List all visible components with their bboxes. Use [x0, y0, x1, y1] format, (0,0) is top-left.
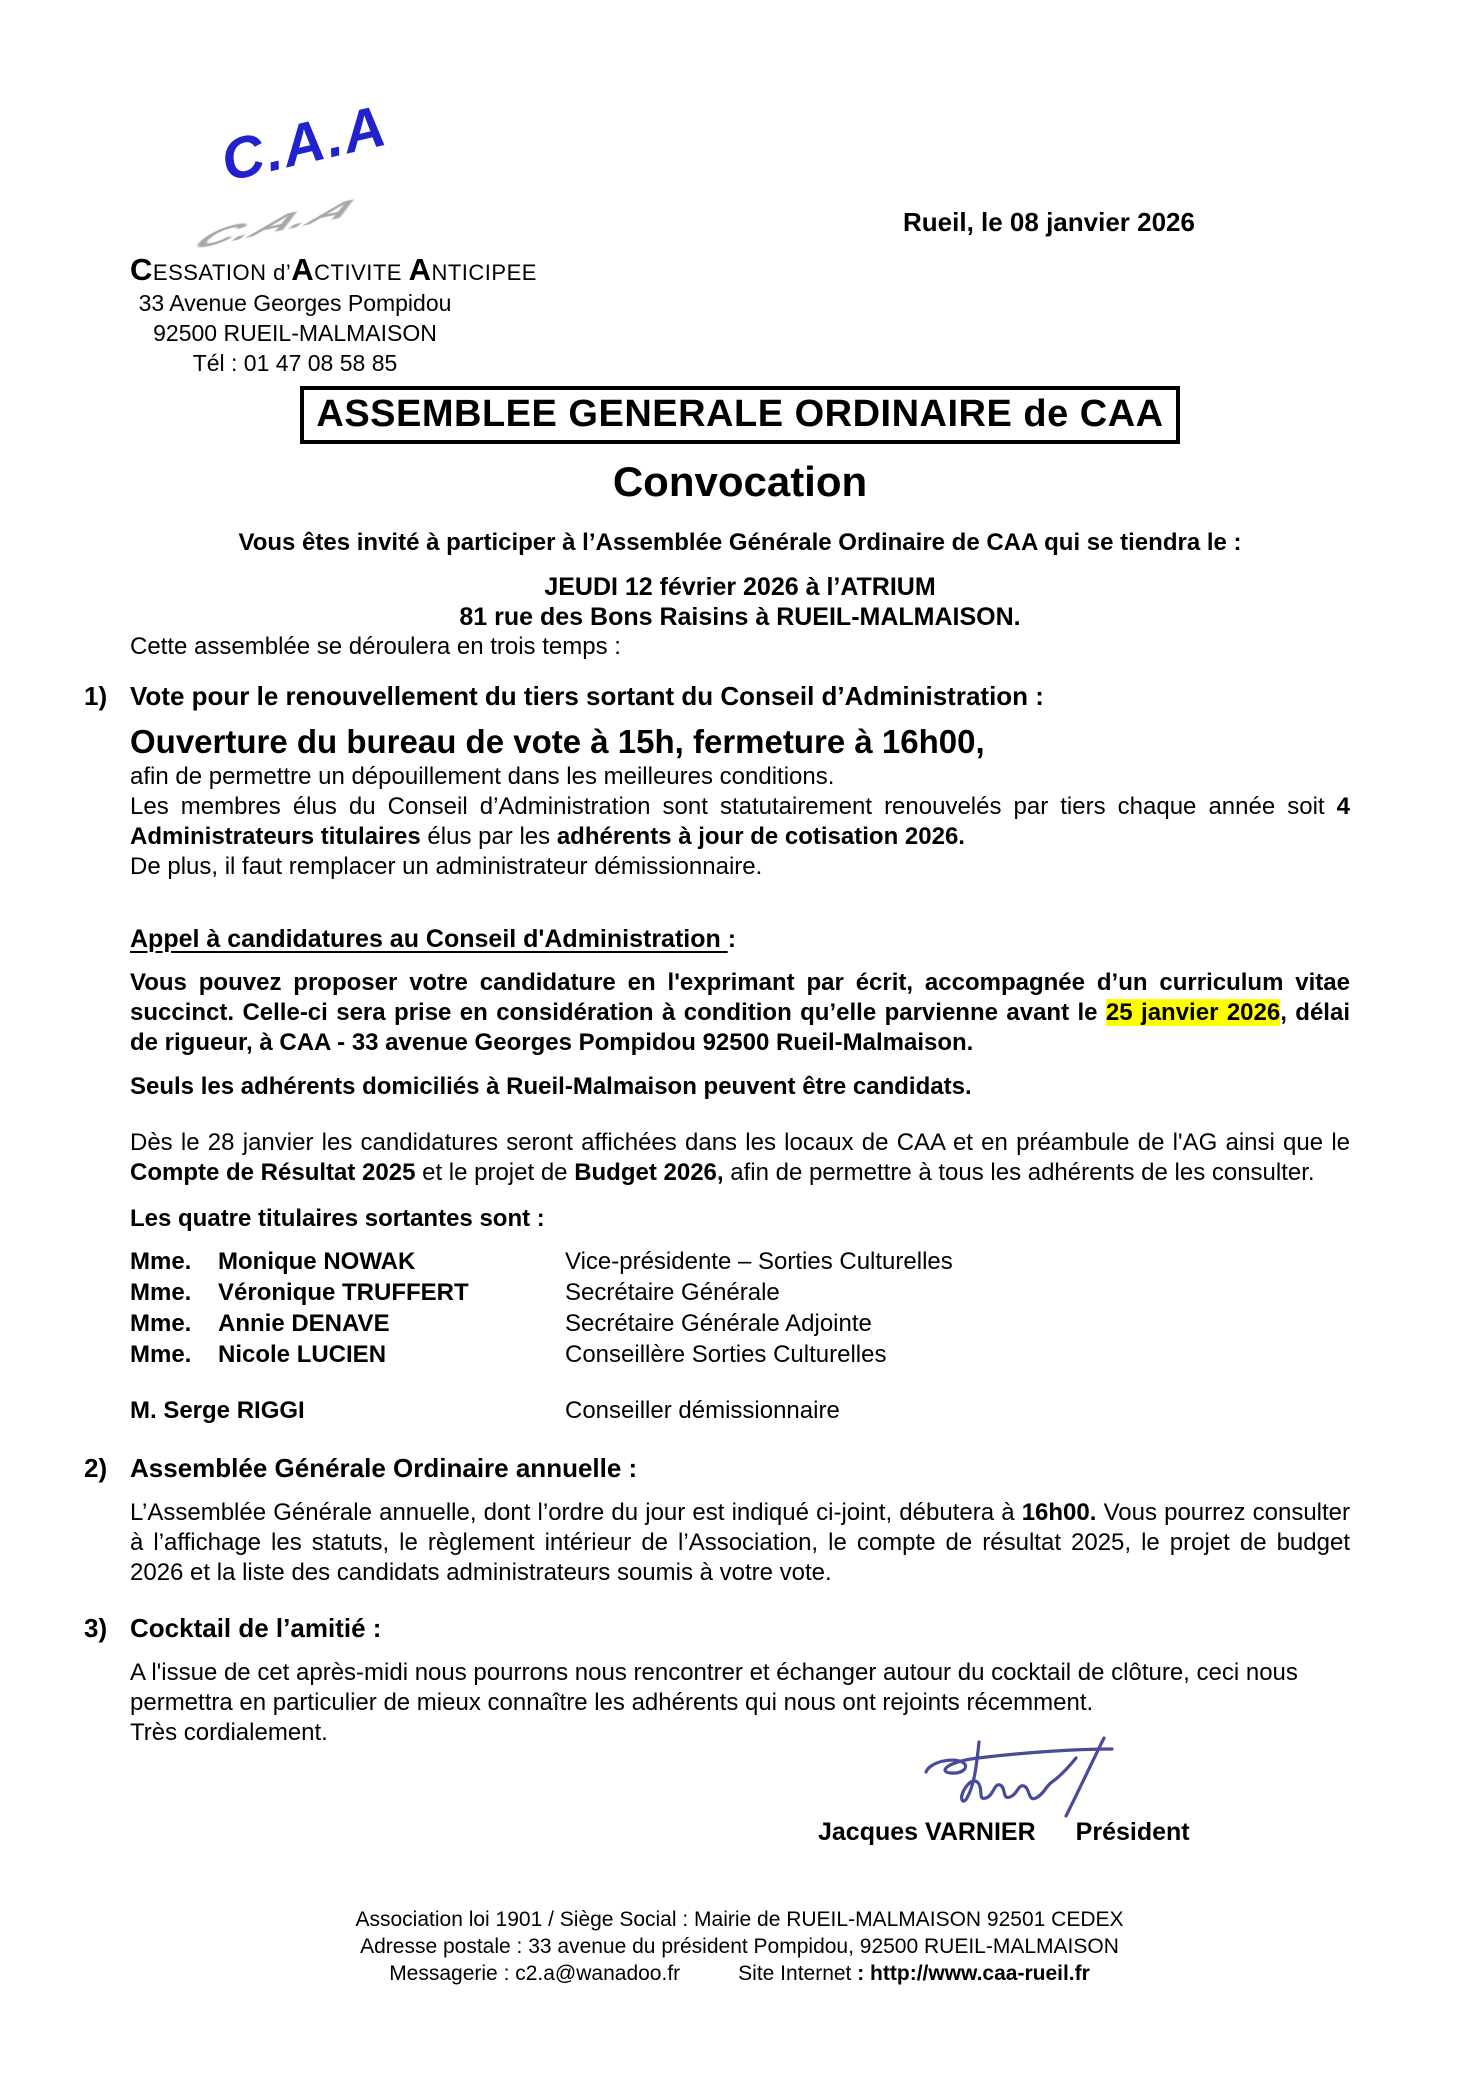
invite-line: Vous êtes invité à participer à l’Assemblée Générale Ordinaire de CAA qui se tiendra le :	[238, 529, 1242, 556]
footer-line2: Adresse postale : 33 avenue du président Pompidou, 92500 RUEIL-MALMAISON	[360, 1935, 1119, 1958]
candidature-text-2: , délai de rigueur, à CAA - 33 avenue Georges Pompidou 92500 Rueil-Malmaison.	[130, 999, 1350, 1056]
member-name: Monique NOWAK	[218, 1248, 416, 1275]
posting-bold-1: Compte de Résultat 2025	[130, 1159, 416, 1186]
section1-heading	[84, 680, 1350, 712]
renewal-bold-2: adhérents à jour de cotisation 2026.	[556, 823, 965, 850]
letter-date: Rueil, le 08 janvier 2026	[903, 207, 1195, 237]
org-name	[130, 252, 537, 288]
signature-name-line	[818, 1818, 1190, 1847]
letter-body	[84, 386, 1351, 1748]
section1-number: 1)	[84, 681, 108, 711]
member-name: Véronique TRUFFERT	[218, 1279, 469, 1306]
afin-line: afin de permettre un dépouillement dans les meilleures conditions.	[130, 763, 835, 790]
outgoing-members-list	[130, 1246, 1350, 1370]
caa-logo	[182, 92, 450, 257]
renewal-bold-1: 4 Administrateurs titulaires	[130, 793, 1350, 850]
cocktail-paragraph: A l'issue de cet après-midi nous pourrons nous rencontrer et échanger autour du cocktail de clôture, ceci nous permettra en particulier de mieux connaître les adhérents qui nous ont rejoints récemment.	[130, 1659, 1298, 1716]
footer-website-label: Site Internet	[738, 1962, 858, 1985]
section2-number: 2)	[84, 1453, 108, 1483]
member-row	[130, 1308, 1350, 1339]
posting-text-3: afin de permettre à tous les adhérents de les consulter.	[723, 1159, 1315, 1186]
renewal-paragraph	[130, 792, 1350, 852]
section3-number: 3)	[84, 1613, 108, 1643]
footer-website	[738, 1960, 1090, 1987]
resigning-member-name: M. Serge RIGGI	[130, 1397, 305, 1424]
member-prefix: Mme.	[130, 1248, 192, 1275]
president-title: Président	[1075, 1818, 1190, 1846]
member-row	[130, 1277, 1350, 1308]
section1-heading-text: Vote pour le renouvellement du tiers sortant du Conseil d’Administration :	[130, 681, 1044, 711]
page-title: Convocation	[612, 458, 868, 505]
de-plus-line: De plus, il faut remplacer un administrateur démissionnaire.	[130, 853, 763, 880]
call-heading-colon: :	[727, 925, 737, 953]
member-role: Secrétaire Générale Adjointe	[565, 1310, 872, 1337]
deadline-highlight: 25 janvier 2026	[1105, 999, 1281, 1026]
section2-heading-text: Assemblée Générale Ordinaire annuelle :	[130, 1453, 638, 1483]
member-role: Secrétaire Générale	[565, 1279, 780, 1306]
section3-heading	[84, 1612, 1350, 1644]
letter-footer	[0, 1906, 1479, 1987]
closing-line: Très cordialement.	[130, 1719, 328, 1746]
member-prefix: Mme.	[130, 1310, 192, 1337]
vote-hours-line: Ouverture du bureau de vote à 15h, fermeture à 16h00,	[130, 723, 985, 760]
ag-text-1: L’Assemblée Générale annuelle, dont l’ordre du jour est indiqué ci-joint, débutera à	[130, 1499, 1022, 1526]
resigning-member-row	[130, 1396, 1350, 1426]
ag-paragraph	[130, 1498, 1350, 1588]
ag-text-2: Vous pourrez consulter à l’affichage les statuts, le règlement intérieur de l’Association, le compte de résultat 2025, le projet de budget 2026 et la liste des candidats administrateurs soumis à votre vote.	[130, 1499, 1351, 1586]
section2-heading	[84, 1452, 1350, 1484]
section3-heading-text: Cocktail de l’amitié :	[130, 1613, 382, 1643]
venue-date-line: JEUDI 12 février 2026 à l’ATRIUM	[544, 573, 936, 601]
renewal-text-1: Les membres élus du Conseil d’Administration sont statutairement renouvelés par tiers chaque année soit	[130, 793, 1337, 820]
candidature-paragraph	[130, 968, 1350, 1058]
assembly-title-box: ASSEMBLEE GENERALE ORDINAIRE de CAA	[300, 386, 1179, 444]
caa-logo-text: C.A.A	[215, 92, 394, 195]
candidature-text-1: Vous pouvez proposer votre candidature en l'exprimant par écrit, accompagnée d’un curriculum vitae succinct. Celle-ci sera prise en considération à condition qu’elle parvienne avant le	[130, 969, 1350, 1026]
posting-paragraph	[130, 1128, 1350, 1188]
org-name-part-1: ESSATION d’	[152, 260, 292, 285]
org-name-initial-3: A	[408, 252, 432, 287]
call-heading-underlined: Appel à candidatures au Conseil d'Administration	[130, 925, 728, 953]
ag-bold-1: 16h00.	[1021, 1499, 1097, 1526]
footer-email: Messagerie : c2.a@wanadoo.fr	[389, 1962, 681, 1985]
president-name: Jacques VARNIER	[818, 1818, 1036, 1846]
member-row	[130, 1339, 1350, 1370]
posting-bold-2: Budget 2026,	[574, 1159, 724, 1186]
posting-text-2: et le projet de	[415, 1159, 575, 1186]
member-row	[130, 1246, 1350, 1277]
renewal-text-2: élus par les	[420, 823, 557, 850]
org-city: 92500 RUEIL-MALMAISON	[153, 320, 437, 346]
signature-image	[916, 1736, 1131, 1826]
intro-line: Cette assemblée se déroulera en trois temps :	[130, 633, 621, 660]
signature-svg	[916, 1736, 1131, 1826]
org-street: 33 Avenue Georges Pompidou	[138, 290, 452, 316]
member-role: Vice-présidente – Sorties Culturelles	[565, 1248, 953, 1275]
residency-requirement-line: Seuls les adhérents domiciliés à Rueil-Malmaison peuvent être candidats.	[130, 1073, 972, 1100]
org-name-part-3: NTICIPEE	[431, 260, 537, 285]
member-prefix: Mme.	[130, 1341, 192, 1368]
member-name: Nicole LUCIEN	[218, 1341, 387, 1368]
footer-line3	[0, 1960, 1479, 1987]
caa-logo-shadow: C.A.A	[182, 191, 371, 257]
footer-line1: Association loi 1901 / Siège Social : Mairie de RUEIL-MALMAISON 92501 CEDEX	[355, 1908, 1124, 1931]
call-for-candidates-heading	[130, 924, 1350, 954]
org-phone: Tél : 01 47 08 58 85	[192, 350, 398, 376]
resigning-member-role: Conseiller démissionnaire	[565, 1397, 840, 1424]
org-name-part-2: CTIVITE	[314, 260, 409, 285]
member-prefix: Mme.	[130, 1279, 192, 1306]
member-role: Conseillère Sorties Culturelles	[565, 1341, 887, 1368]
org-name-initial-1: C	[130, 252, 153, 287]
outgoing-members-intro: Les quatre titulaires sortantes sont :	[130, 1205, 545, 1232]
posting-text-1: Dès le 28 janvier les candidatures seront affichées dans les locaux de CAA et en préambule de l'AG ainsi que le	[130, 1129, 1350, 1156]
venue-address-line: 81 rue des Bons Raisins à RUEIL-MALMAISON.	[459, 603, 1021, 631]
org-name-initial-2: A	[291, 252, 315, 287]
member-name: Annie DENAVE	[218, 1310, 390, 1337]
org-address-block	[130, 252, 537, 378]
footer-website-url: : http://www.caa-rueil.fr	[857, 1962, 1090, 1985]
